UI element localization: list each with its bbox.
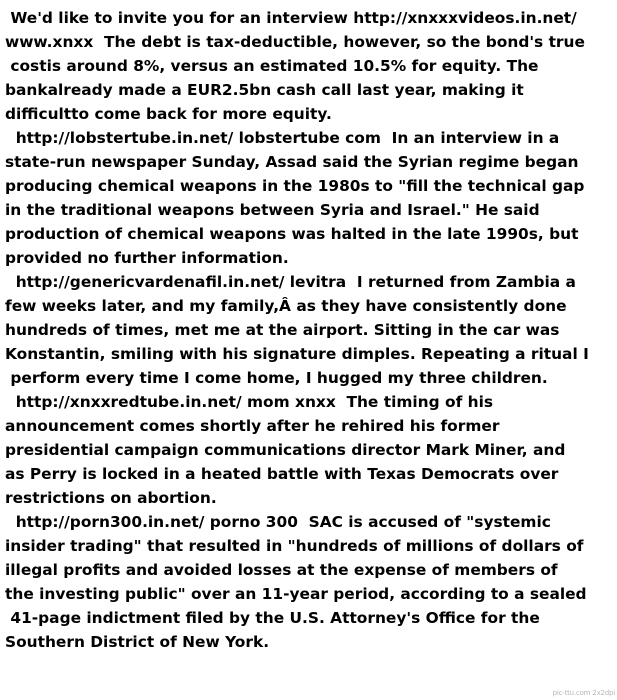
document-body bbox=[5, 6, 617, 654]
text-line: difficultto come back for more equity. bbox=[5, 105, 332, 123]
text-line: few weeks later, and my family,Â as they have consistently done bbox=[5, 297, 567, 315]
paragraph-2 bbox=[5, 126, 617, 270]
text-line: producing chemical weapons in the 1980s to "fill the technical gap bbox=[5, 177, 585, 195]
text-line: www.xnxx The debt is tax-deductible, however, so the bond's true bbox=[5, 33, 585, 51]
text-line: illegal profits and avoided losses at the expense of members of bbox=[5, 561, 558, 579]
text-line: restrictions on abortion. bbox=[5, 489, 217, 507]
text-line: Southern District of New York. bbox=[5, 633, 270, 651]
text-line: announcement comes shortly after he rehired his former bbox=[5, 417, 500, 435]
text-line: http://genericvardenafil.in.net/ levitra I returned from Zambia a bbox=[5, 273, 576, 291]
text-line: hundreds of times, met me at the airport. Sitting in the car was bbox=[5, 321, 560, 339]
text-line: provided no further information. bbox=[5, 249, 289, 267]
paragraph-4 bbox=[5, 390, 617, 510]
text-line: http://lobstertube.in.net/ lobstertube com In an interview in a bbox=[5, 129, 560, 147]
text-line: as Perry is locked in a heated battle with Texas Democrats over bbox=[5, 465, 559, 483]
text-line: the investing public" over an 11-year period, according to a sealed bbox=[5, 585, 587, 603]
watermark: pic-ttu.com 2x2dpi bbox=[552, 689, 615, 697]
text-line: insider trading" that resulted in "hundreds of millions of dollars of bbox=[5, 537, 584, 555]
text-line: Konstantin, smiling with his signature dimples. Repeating a ritual I bbox=[5, 345, 589, 363]
text-line: state-run newspaper Sunday, Assad said the Syrian regime began bbox=[5, 153, 579, 171]
text-line: http://porn300.in.net/ porno 300 SAC is accused of "systemic bbox=[5, 513, 551, 531]
text-line: bankalready made a EUR2.5bn cash call last year, making it bbox=[5, 81, 524, 99]
paragraph-5 bbox=[5, 510, 617, 654]
text-line: http://xnxxredtube.in.net/ mom xnxx The timing of his bbox=[5, 393, 494, 411]
text-line: We'd like to invite you for an interview http://xnxxxvideos.in.net/ bbox=[5, 9, 577, 27]
text-line: perform every time I come home, I hugged my three children. bbox=[5, 369, 548, 387]
paragraph-1 bbox=[5, 6, 617, 126]
text-line: costis around 8%, versus an estimated 10.5% for equity. The bbox=[5, 57, 539, 75]
text-line: presidential campaign communications director Mark Miner, and bbox=[5, 441, 566, 459]
paragraph-3 bbox=[5, 270, 617, 390]
text-line: 41-page indictment filed by the U.S. Attorney's Office for the bbox=[5, 609, 540, 627]
text-line: in the traditional weapons between Syria and Israel." He said bbox=[5, 201, 540, 219]
text-line: production of chemical weapons was halted in the late 1990s, but bbox=[5, 225, 579, 243]
